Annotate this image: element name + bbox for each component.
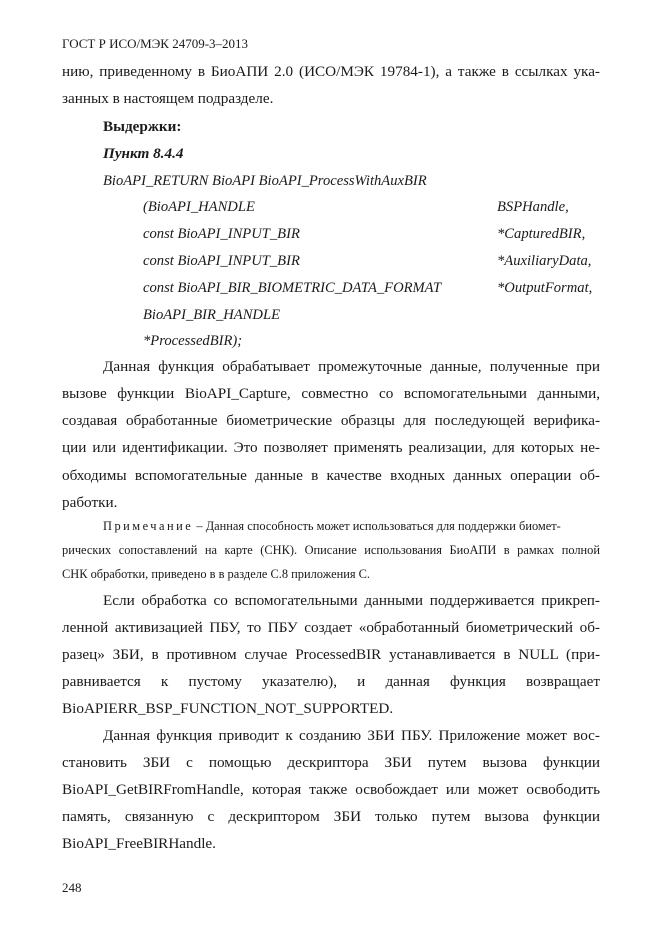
note-line <box>103 518 600 534</box>
page-number: 248 <box>62 880 82 895</box>
paragraph-line: ленной активизацией ПБУ, то ПБУ создает «обработанный биометрический об- <box>62 619 600 636</box>
note-line: СНК обработки, приведено в в разделе С.8 приложения С. <box>62 567 371 581</box>
param-type: (BioAPI_HANDLE <box>143 199 255 215</box>
paragraph-line: BioAPI_FreeBIRHandle. <box>62 835 216 852</box>
intro-line: нию, приведенному в БиоАПИ 2.0 (ИСО/МЭК 19784-1), а также в ссылках ука- <box>62 63 600 80</box>
paragraph-line: работки. <box>62 494 118 511</box>
paragraph-line: память, связанную с дескриптором ЗБИ только путем вызова функции <box>62 808 600 825</box>
paragraph-line: BioAPIERR_BSP_FUNCTION_NOT_SUPPORTED. <box>62 700 394 717</box>
excerpts-label: Выдержки: <box>103 118 182 135</box>
param-type: const BioAPI_INPUT_BIR <box>143 253 300 269</box>
note-text: – Данная способность может использоваться для поддержки биомет- <box>193 519 561 533</box>
param-type: BioAPI_BIR_HANDLE <box>143 307 280 323</box>
param-type: *ProcessedBIR); <box>143 333 243 349</box>
paragraph-line: разец» ЗБИ, в противном случае ProcessedBIR устанавливается в NULL (при- <box>62 646 600 663</box>
param-name: *AuxiliaryData, <box>497 253 592 269</box>
param-type: const BioAPI_BIR_BIOMETRIC_DATA_FORMAT <box>143 280 442 296</box>
intro-line: занных в настоящем подразделе. <box>62 90 274 107</box>
paragraph-line: Данная функция приводит к созданию ЗБИ ПБУ. Приложение может вос- <box>103 727 600 744</box>
paragraph-line: ции или идентификации. Это позволяет применять реализации, для которых не- <box>62 439 600 456</box>
paragraph-line: Если обработка со вспомогательными данными поддерживается прикреп- <box>103 592 600 609</box>
param-type: const BioAPI_INPUT_BIR <box>143 226 300 242</box>
clause-label: Пункт 8.4.4 <box>103 145 184 162</box>
document-header: ГОСТ Р ИСО/МЭК 24709-3–2013 <box>62 36 249 51</box>
function-signature: BioAPI_RETURN BioAPI BioAPI_ProcessWithAuxBIR <box>103 173 427 189</box>
note-label: Примечание <box>103 519 194 533</box>
param-name: *OutputFormat, <box>497 280 593 296</box>
paragraph-line: создавая обработанные биометрические образцы для последующей верифика- <box>62 412 600 429</box>
paragraph-line: равнивается к пустому указателю), и данная функция возвращает <box>62 673 600 690</box>
paragraph-line: BioAPI_GetBIRFromHandle, которая также освобождает или может освободить <box>62 781 600 798</box>
paragraph-line: вызове функции BioAPI_Capture, совместно со вспомогательными данными, <box>62 385 600 402</box>
param-name: BSPHandle, <box>497 199 569 215</box>
paragraph-line: Данная функция обрабатывает промежуточные данные, полученные при <box>103 358 600 375</box>
param-name: *CapturedBIR, <box>497 226 586 242</box>
paragraph-line: обходимы вспомогательные данные в качестве входных данных операции об- <box>62 467 600 484</box>
paragraph-line: становить ЗБИ с помощью дескриптора ЗБИ путем вызова функции <box>62 754 600 771</box>
note-line: рических сопоставлений на карте (СНК). Описание использования БиоАПИ в рамках полной <box>62 543 600 557</box>
